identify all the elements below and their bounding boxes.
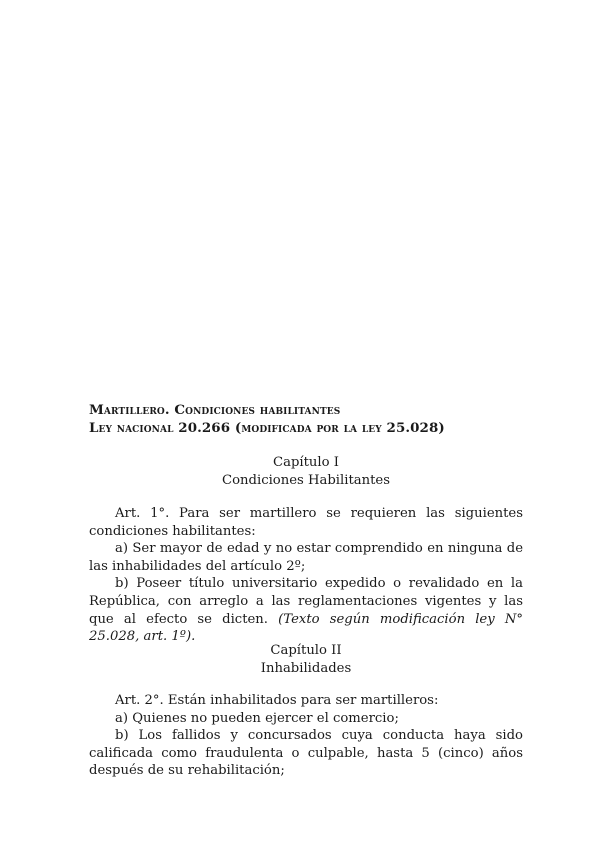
- heading-title: Martillero. Condiciones habilitantes: [89, 402, 341, 418]
- article-2: [89, 692, 523, 780]
- article-1: [89, 505, 523, 646]
- chapter-2-heading: [89, 642, 523, 678]
- chapter-2-title: Capítulo II: [270, 643, 342, 658]
- article-2-item-a: a) Quienes no pueden ejercer el comercio;: [115, 710, 399, 726]
- article-1-intro: Art. 1°. Para ser martillero se requieren las siguientes condiciones habilitantes:: [89, 506, 523, 539]
- chapter-1-title: Capítulo I: [273, 455, 339, 470]
- article-1-item-b-note: (Texto según modificación ley N° 25.028, art. 1º).: [89, 611, 523, 645]
- chapter-1-heading: [89, 454, 523, 490]
- chapter-1-subtitle: Condiciones Habilitantes: [222, 473, 390, 488]
- heading-law-reference: Ley nacional 20.266 (modificada por la ley 25.028): [89, 419, 445, 436]
- article-1-item-a: a) Ser mayor de edad y no estar comprendido en ninguna de las inhabilidades del artículo 2º;: [89, 541, 523, 574]
- article-2-intro: Art. 2°. Están inhabilitados para ser martilleros:: [115, 693, 439, 708]
- article-1-item-b: [89, 575, 523, 645]
- document-heading: [89, 402, 523, 437]
- article-1-item-b-text: b) Poseer título universitario expedido o revalidado en la República, con arreglo a las reglamentaciones vigentes y las que al efecto se dicten.: [89, 576, 523, 627]
- article-2-item-b: b) Los fallidos y concursados cuya conducta haya sido calificada como fraudulenta o culpable, hasta 5 (cinco) años después de su rehabilitación;: [89, 728, 523, 779]
- chapter-2-subtitle: Inhabilidades: [260, 661, 352, 676]
